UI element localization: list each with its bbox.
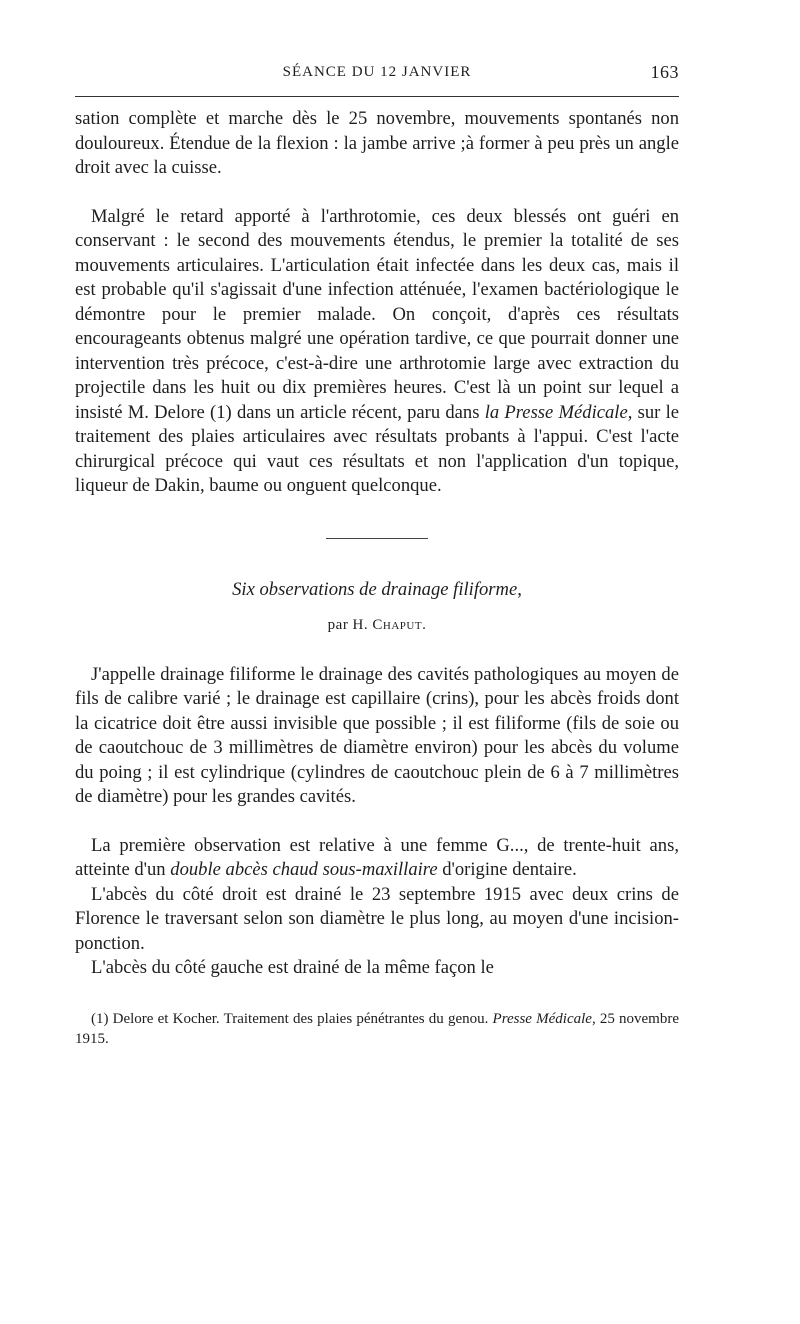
para4-diagnosis: double abcès chaud sous-maxillaire (170, 859, 438, 880)
paragraph-left-abscess: L'abcès du côté gauche est drainé de la même façon le (91, 957, 494, 978)
running-title: SÉANCE DU 12 JANVIER (282, 64, 472, 80)
paragraph-arthrotomie (75, 205, 679, 499)
article-title: Six observations de drainage filiforme, (232, 578, 522, 600)
footnote-text-b: , 25 novembre 1915. (75, 1010, 679, 1047)
page-number: 163 (650, 62, 679, 82)
paragraph-definition: J'appelle drainage filiforme le drainage des cavités pathologiques au moyen de fils de calibre varié ; le drainage est capillaire (crins), pour les abcès froids dont la cicatrice doit être aussi invisible que possible ; il est filiforme (fils de soie ou de caoutchouc de 3 millimètres de diamètre environ) pour les abcès du volume du poing ; il est cylindrique (cylindres de caoutchouc plein de 6 à 7 millimètres de diamètre) pour les grandes cavités. (75, 663, 679, 807)
paragraph-continuation: sation complète et marche dès le 25 novembre, mouvements spontanés non douloureux. Étendue de la flexion : la jambe arrive ;à former à peu près un angle droit avec la cuisse. (75, 108, 679, 178)
header-rule (75, 96, 679, 97)
paragraph-first-observation (75, 834, 679, 883)
byline-prefix: par H. (327, 616, 373, 633)
footnote-journal: Presse Médicale (492, 1010, 592, 1027)
section-separator (326, 538, 428, 539)
para4-text-b: d'origine dentaire. (437, 859, 577, 880)
article-byline (75, 614, 679, 636)
running-head (75, 60, 679, 88)
para4-text-a: La première observation est relative à une femme G..., de trente-huit ans, atteinte d'un (75, 834, 679, 880)
paragraph-right-abscess: L'abcès du côté droit est drainé le 23 septembre 1915 avec deux crins de Florence le traversant selon son diamètre le plus long, au moyen d'une incision-ponction. (75, 883, 679, 954)
footnote (75, 1009, 679, 1049)
page (75, 60, 679, 1049)
para2-text-b: , sur le traitement des plaies articulaires avec résultats probants à l'appui. C'est l'acte chirurgical précoce qui vaut ces résultats et non l'application d'un topique, liqueur de Dakin, baume ou onguent quelconque. (75, 401, 679, 496)
footnote-text-a: (1) Delore et Kocher. Traitement des plaies pénétrantes du genou. (91, 1010, 493, 1027)
para2-text-a: Malgré le retard apporté à l'arthrotomie, ces deux blessés ont guéri en conservant : le second des mouvements étendus, le premier la totalité de ses mouvements articulaires. L'articulation était infectée dans les deux cas, mais il est probable qu'il s'agissait d'une infection atténuée, l'examen bactériologique le démontre pour le premier malade. On conçoit, d'après ces résultats encourageants obtenus malgré une opération tardive, ce que pourrait donner une intervention très précoce, c'est-à-dire une arthrotomie large avec extraction du projectile dans les huit ou dix premières heures. C'est là un point sur lequel a insisté M. Delore (1) dans un article récent, paru dans (75, 205, 679, 423)
author-name: Chaput. (372, 616, 427, 633)
para2-journal-title: la Presse Médicale (484, 401, 628, 423)
